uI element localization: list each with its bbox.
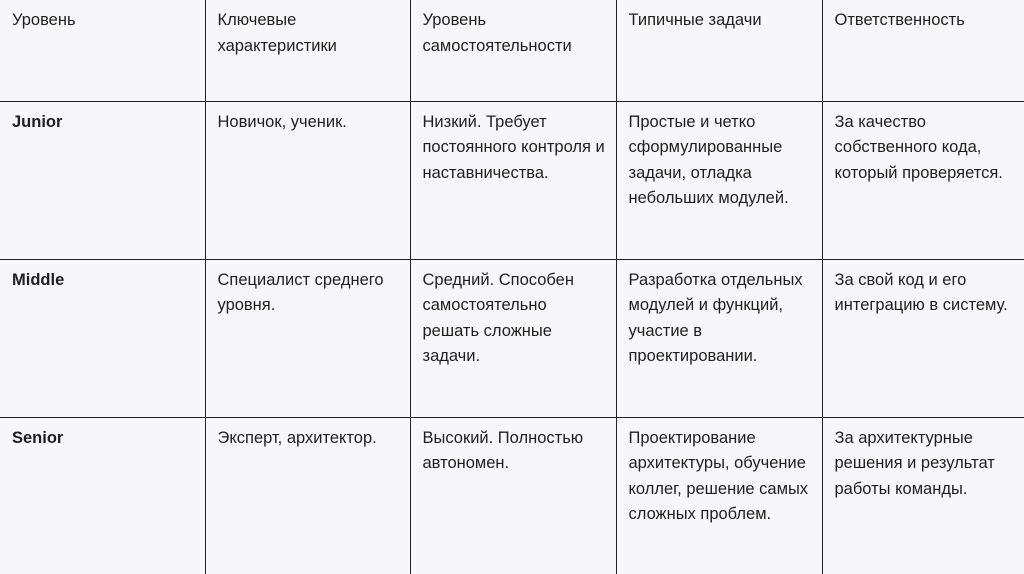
- table-header-row: [0, 0, 1024, 101]
- header-tasks: [616, 0, 822, 101]
- tasks-text: Разработка отдельных модулей и функций, участие в проектировании.: [628, 270, 803, 365]
- header-independence: [410, 0, 616, 101]
- table-row-junior: [0, 101, 1024, 259]
- header-level: [0, 0, 205, 101]
- independence-text: Высокий. Полностью автономен.: [422, 428, 584, 472]
- characteristics-text: Новичок, ученик.: [217, 112, 347, 131]
- tasks-text: Простые и четко сформулированные задачи, отладка небольших модулей.: [628, 112, 789, 207]
- cell-tasks: [616, 101, 822, 259]
- tasks-text: Проектирование архитектуры, обучение коллег, решение самых сложных проблем.: [628, 428, 809, 523]
- cell-level: [0, 259, 205, 417]
- cell-level: [0, 101, 205, 259]
- cell-independence: [410, 259, 616, 417]
- header-tasks-text: Типичные задачи: [628, 11, 762, 29]
- level-label: Junior: [12, 112, 63, 131]
- header-responsibility: [822, 0, 1024, 101]
- level-label: Senior: [12, 428, 64, 447]
- header-characteristics: [205, 0, 410, 101]
- responsibility-text: За качество собственного кода, который проверяется.: [834, 112, 1003, 182]
- cell-tasks: [616, 259, 822, 417]
- cell-responsibility: [822, 417, 1024, 574]
- cell-characteristics: [205, 101, 410, 259]
- table-row-middle: [0, 259, 1024, 417]
- cell-responsibility: [822, 101, 1024, 259]
- independence-text: Средний. Способен самостоятельно решать сложные задачи.: [422, 270, 574, 365]
- level-label: Middle: [12, 270, 65, 289]
- header-characteristics-text: Ключевые характеристики: [217, 11, 337, 55]
- header-level-text: Уровень: [12, 11, 76, 29]
- cell-characteristics: [205, 417, 410, 574]
- characteristics-text: Эксперт, архитектор.: [217, 428, 377, 447]
- independence-text: Низкий. Требует постоянного контроля и наставничества.: [422, 112, 605, 182]
- header-responsibility-text: Ответственность: [834, 11, 965, 29]
- cell-level: [0, 417, 205, 574]
- responsibility-text: За архитектурные решения и результат работы команды.: [834, 428, 995, 498]
- cell-responsibility: [822, 259, 1024, 417]
- cell-independence: [410, 417, 616, 574]
- cell-tasks: [616, 417, 822, 574]
- characteristics-text: Специалист среднего уровня.: [217, 270, 384, 314]
- cell-independence: [410, 101, 616, 259]
- responsibility-text: За свой код и его интеграцию в систему.: [834, 270, 1008, 314]
- table-row-senior: [0, 417, 1024, 574]
- cell-characteristics: [205, 259, 410, 417]
- header-independence-text: Уровень самостоятельности: [422, 11, 572, 55]
